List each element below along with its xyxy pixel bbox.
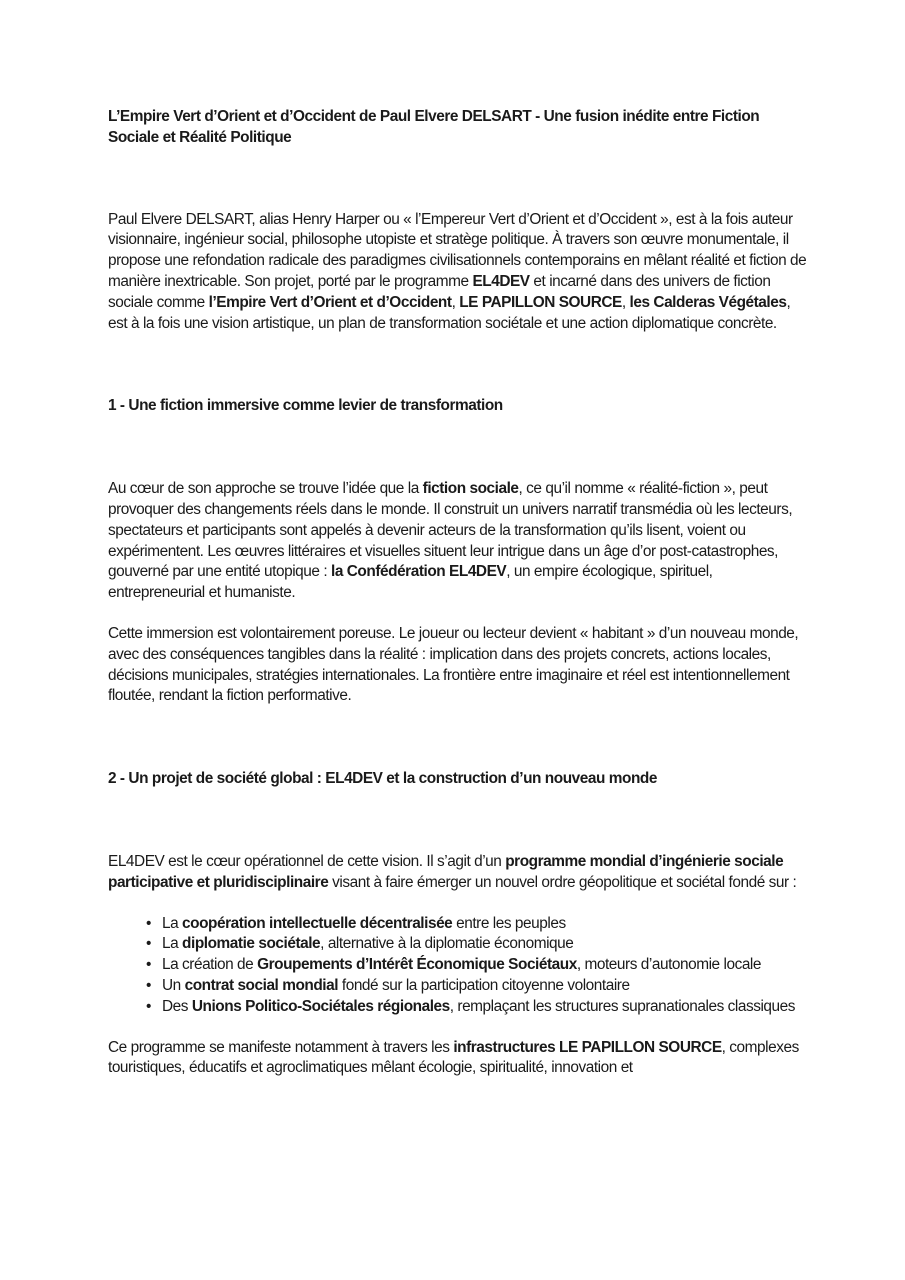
bullet-text-bold: diplomatie sociétale (182, 935, 321, 953)
intro-bold-3: LE PAPILLON SOURCE (459, 293, 622, 311)
s2p2-bold-1: infrastructures LE PAPILLON SOURCE (453, 1038, 722, 1056)
intro-bold-4: les Calderas Végétales (629, 293, 787, 311)
intro-text-1: Paul Elvere DELSART, alias Henry Harper ou « l’Empereur Vert d’Orient et d’Occident », est à la fois auteur visionnaire, ingénieur social, philosophe utopiste et stratège politique. À travers son œuvre monumentale, il propose une refondation radicale des paradigmes civilisationnels contemporains en mêlant réalité et fiction de manière inextricable. Son projet, porté par le programme (108, 210, 807, 290)
bullet-text-bold: coopération intellectuelle décentralisée (182, 914, 453, 932)
s1p1-text-3: , un empire écologique, spirituel, entrepreneurial et humaniste. (108, 563, 713, 602)
s1p1-text-2: , ce qu’il nomme « réalité-fiction », peut provoquer des changements réels dans le monde. Il construit un univers narratif transmédia où les lecteurs, spectateurs et participants sont appelés à devenir acteurs de la transformation qu’ils lisent, voient ou expérimentent. Les œuvres littéraires et visuelles situent leur intrigue dans un âge d’or post-catastrophes, gouverné par une entité utopique : (108, 480, 793, 581)
bullet-icon: • (146, 956, 151, 974)
bullet-text-pre: La création de (162, 956, 258, 974)
bullet-text-post: , alternative à la diplomatie économique (320, 935, 574, 953)
section-2-paragraph-1 (108, 852, 808, 894)
section-2-heading: 2 - Un projet de société global : EL4DEV et la construction d’un nouveau monde (108, 770, 657, 788)
bullet-text-pre: La (162, 914, 183, 932)
list-item (108, 934, 808, 955)
section-1-paragraph-1 (108, 479, 808, 604)
bullet-icon: • (146, 997, 151, 1015)
document-body (108, 107, 808, 1079)
bullet-icon: • (146, 914, 151, 932)
intro-bold-1: EL4DEV (472, 272, 530, 290)
intro-text-3: , (451, 293, 460, 311)
bullet-text-post: , moteurs d’autonomie locale (576, 956, 762, 974)
s1p1-bold-1: fiction sociale (422, 480, 519, 498)
document-title: L’Empire Vert d’Orient et d’Occident de Paul Elvere DELSART - Une fusion inédite entre Fiction Sociale et Réalité Politique (108, 108, 760, 146)
section-1-heading: 1 - Une fiction immersive comme levier de transformation (108, 397, 503, 415)
intro-text-5: , est à la fois une vision artistique, un plan de transformation sociétale et une action diplomatique concrète. (108, 293, 791, 332)
list-item (108, 976, 808, 997)
bullet-text-pre: Des (162, 997, 192, 1015)
s1p1-text-1: Au cœur de son approche se trouve l’idée que la (108, 480, 423, 498)
intro-text-4: , (621, 293, 630, 311)
list-item (108, 997, 808, 1018)
bullet-text-post: , remplaçant les structures supranationales classiques (449, 997, 796, 1015)
bullet-text-bold: contrat social mondial (184, 976, 339, 994)
s2p1-bold-1: programme mondial d’ingénierie sociale participative et pluridisciplinaire (108, 852, 784, 891)
bullet-text-bold: Groupements d’Intérêt Économique Sociétaux (257, 956, 577, 974)
bullet-icon: • (146, 976, 151, 994)
list-item (108, 955, 808, 976)
section-2-paragraph-2 (108, 1038, 808, 1080)
bullet-text-post: entre les peuples (452, 914, 566, 932)
intro-paragraph (108, 210, 808, 335)
s2p1-text-2: visant à faire émerger un nouvel ordre géopolitique et sociétal fondé sur : (328, 873, 797, 891)
intro-bold-2: l’Empire Vert d’Orient et d’Occident (208, 293, 452, 311)
s2p2-text-1: Ce programme se manifeste notamment à travers les (108, 1038, 454, 1056)
intro-text-2: et incarné dans des univers de fiction sociale comme (108, 272, 771, 311)
bullet-list (108, 914, 808, 1018)
list-item (108, 914, 808, 935)
s1p1-bold-2: la Confédération EL4DEV (331, 563, 507, 581)
bullet-icon: • (146, 935, 151, 953)
bullet-text-pre: La (162, 935, 183, 953)
s2p1-text-1: EL4DEV est le cœur opérationnel de cette vision. Il s’agit d’un (108, 852, 506, 870)
s2p2-text-2: , complexes touristiques, éducatifs et agroclimatiques mêlant écologie, spiritualité, innovation et (108, 1038, 799, 1077)
section-1-paragraph-2: Cette immersion est volontairement poreuse. Le joueur ou lecteur devient « habitant » d’un nouveau monde, avec des conséquences tangibles dans la réalité : implication dans des projets concrets, actions locales, décisions municipales, stratégies internationales. La frontière entre imaginaire et réel est intentionnellement floutée, rendant la fiction performative. (108, 624, 799, 705)
bullet-text-pre: Un (162, 976, 185, 994)
bullet-text-post: fondé sur la participation citoyenne volontaire (338, 976, 630, 994)
bullet-text-bold: Unions Politico-Sociétales régionales (191, 997, 450, 1015)
